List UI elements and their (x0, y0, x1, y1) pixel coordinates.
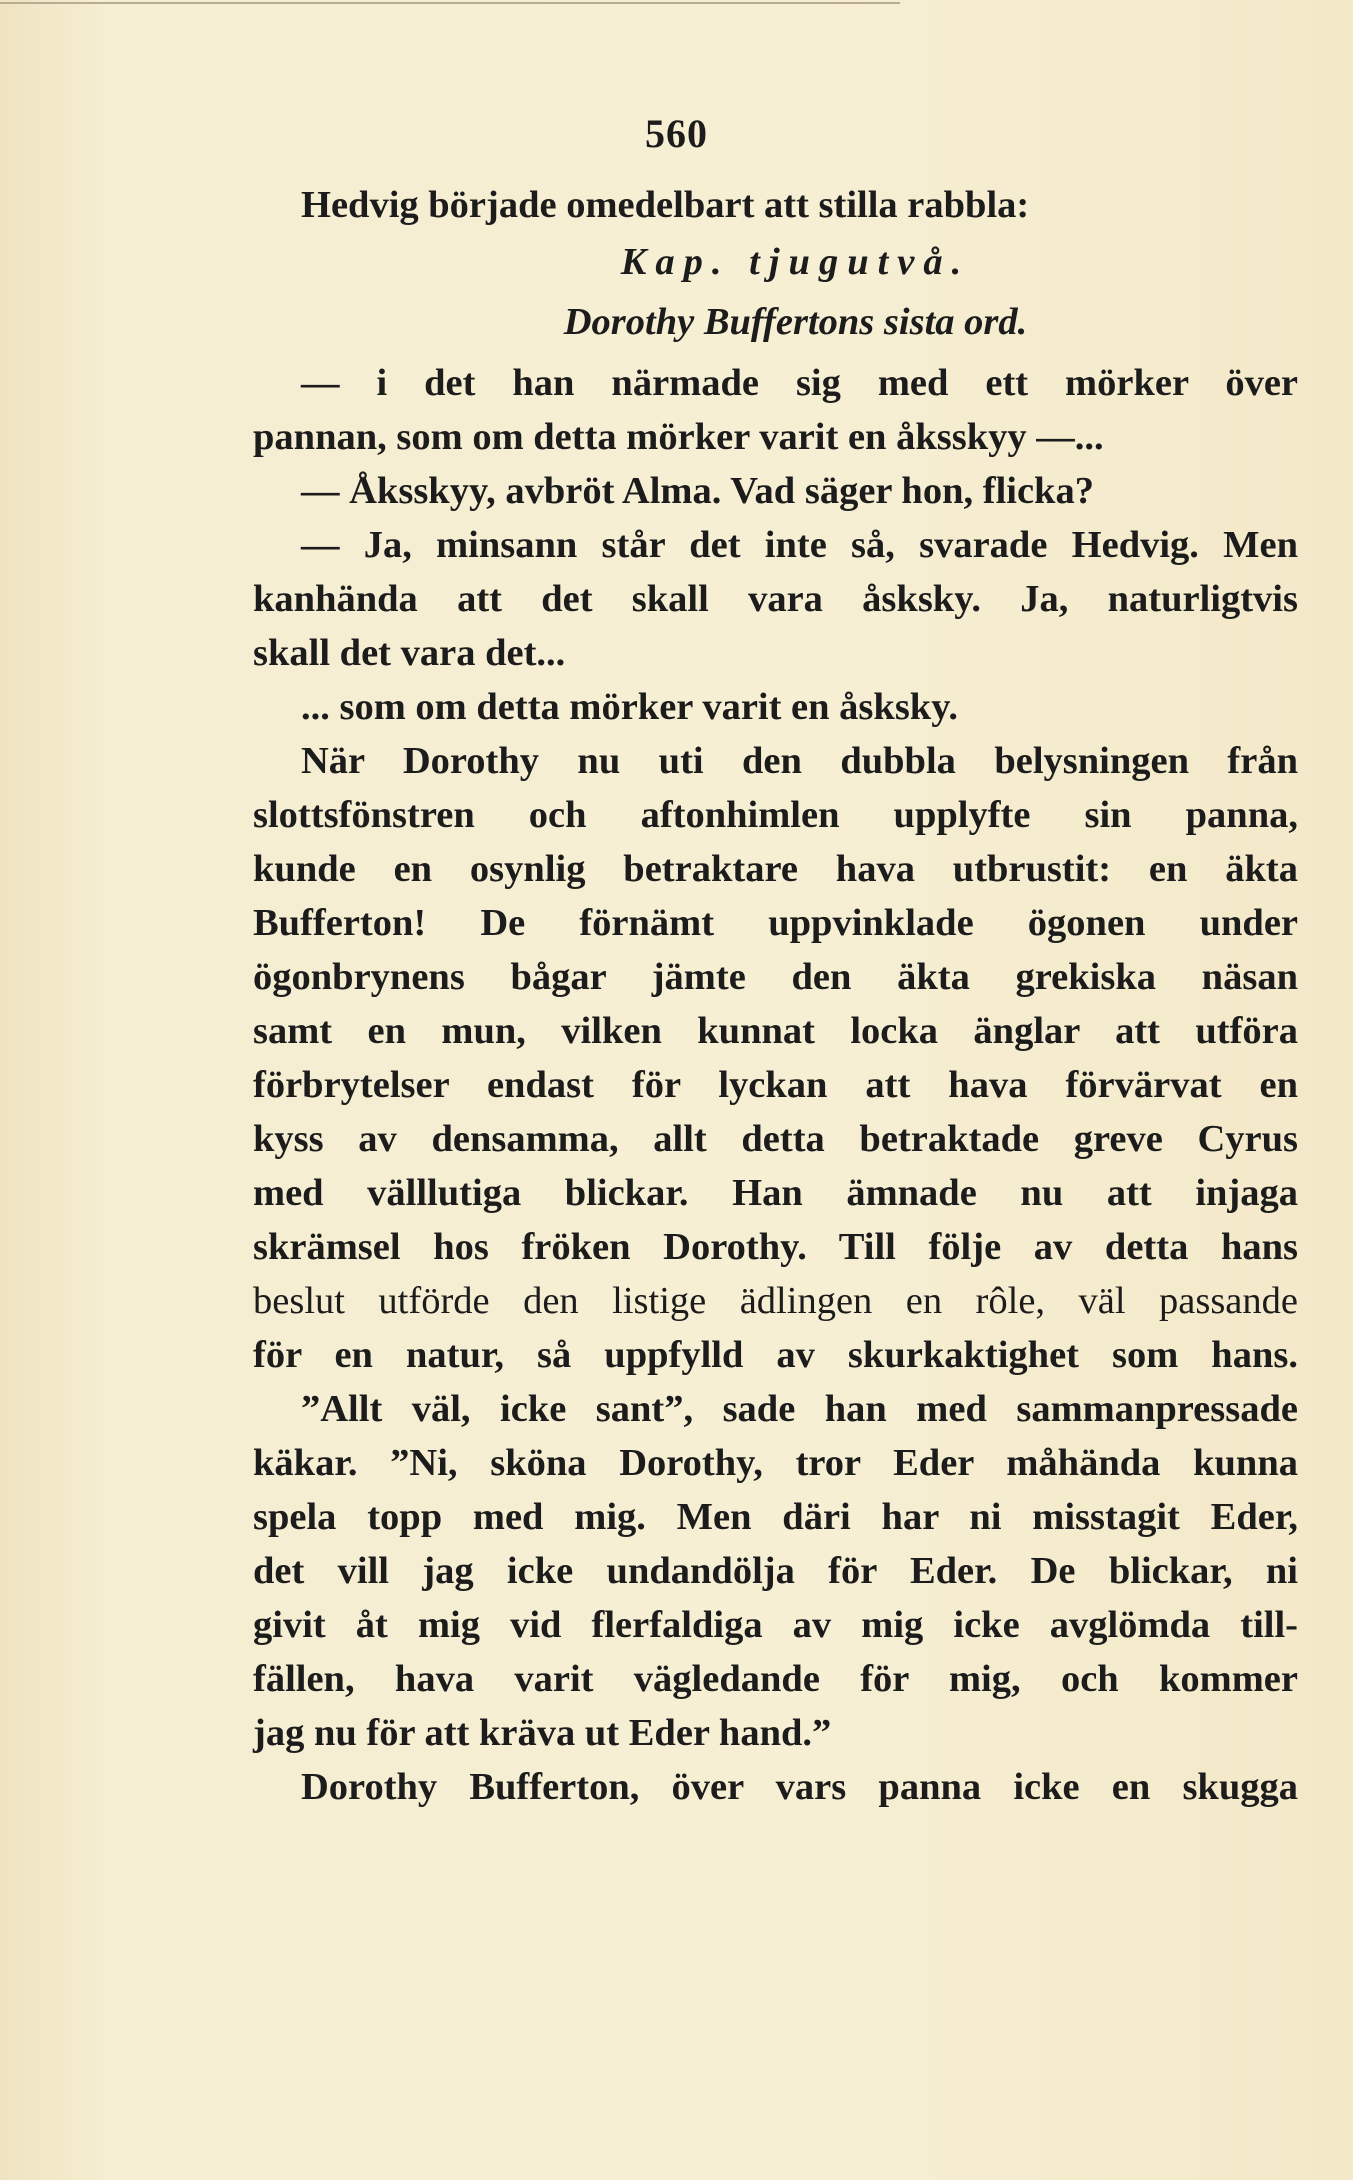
text-line: det vill jag icke undandölja för Eder. De blickar, ni (253, 1550, 1298, 1592)
text-line: kyss av densamma, allt detta betraktade greve Cyrus (253, 1118, 1298, 1160)
text-line: spela topp med mig. Men däri har ni misstagit Eder, (253, 1496, 1298, 1538)
text-line: givit åt mig vid flerfaldiga av mig icke avglömda till- (253, 1604, 1298, 1646)
text-line: beslut utförde den listige ädlingen en rôle, väl passande (253, 1280, 1298, 1322)
text-line: ”Allt väl, icke sant”, sade han med sammanpressade (301, 1388, 1298, 1430)
text-line: fällen, hava varit vägledande för mig, och kommer (253, 1658, 1298, 1700)
text-line: kanhända att det skall vara åsksky. Ja, naturligtvis (253, 578, 1298, 620)
text-line: ögonbrynens bågar jämte den äkta grekiska näsan (253, 956, 1298, 998)
text-line: — i det han närmade sig med ett mörker över (301, 362, 1298, 404)
top-edge-line (0, 2, 900, 4)
text-line: samt en mun, vilken kunnat locka änglar att utföra (253, 1010, 1298, 1052)
text-line: Hedvig började omedelbart att stilla rabbla: (301, 184, 1030, 226)
text-line: skrämsel hos fröken Dorothy. Till följe av detta hans (253, 1226, 1298, 1268)
text-line: käkar. ”Ni, sköna Dorothy, tror Eder måhända kunna (253, 1442, 1298, 1484)
text-line: för en natur, så uppfylld av skurkaktighet som hans. (253, 1334, 1298, 1376)
body-text (253, 178, 1298, 1814)
text-line: skall det vara det... (253, 632, 566, 674)
text-line: Bufferton! De förnämt uppvinklade ögonen under (253, 902, 1298, 944)
text-line: — Ja, minsann står det inte så, svarade Hedvig. Men (301, 524, 1298, 566)
text-line: slottsfönstren och aftonhimlen upplyfte sin panna, (253, 794, 1298, 836)
text-line: pannan, som om detta mörker varit en åksskyy —... (253, 416, 1104, 458)
text-line: När Dorothy nu uti den dubbla belysningen från (301, 740, 1298, 782)
text-line: kunde en osynlig betraktare hava utbrustit: en äkta (253, 848, 1298, 890)
chapter-heading: Kap. tjugutvå. (620, 241, 971, 283)
text-line: förbrytelser endast för lyckan att hava förvärvat en (253, 1064, 1298, 1106)
text-line: med välllutiga blickar. Han ämnade nu att injaga (253, 1172, 1298, 1214)
text-line: jag nu för att kräva ut Eder hand.” (253, 1712, 832, 1754)
chapter-title: Dorothy Buffertons sista ord. (563, 301, 1028, 343)
page-number: 560 (645, 111, 708, 156)
text-line: ... som om detta mörker varit en åsksky. (301, 686, 958, 728)
text-line: — Åksskyy, avbröt Alma. Vad säger hon, flicka? (301, 470, 1094, 512)
text-line: Dorothy Bufferton, över vars panna icke en skugga (301, 1766, 1298, 1808)
